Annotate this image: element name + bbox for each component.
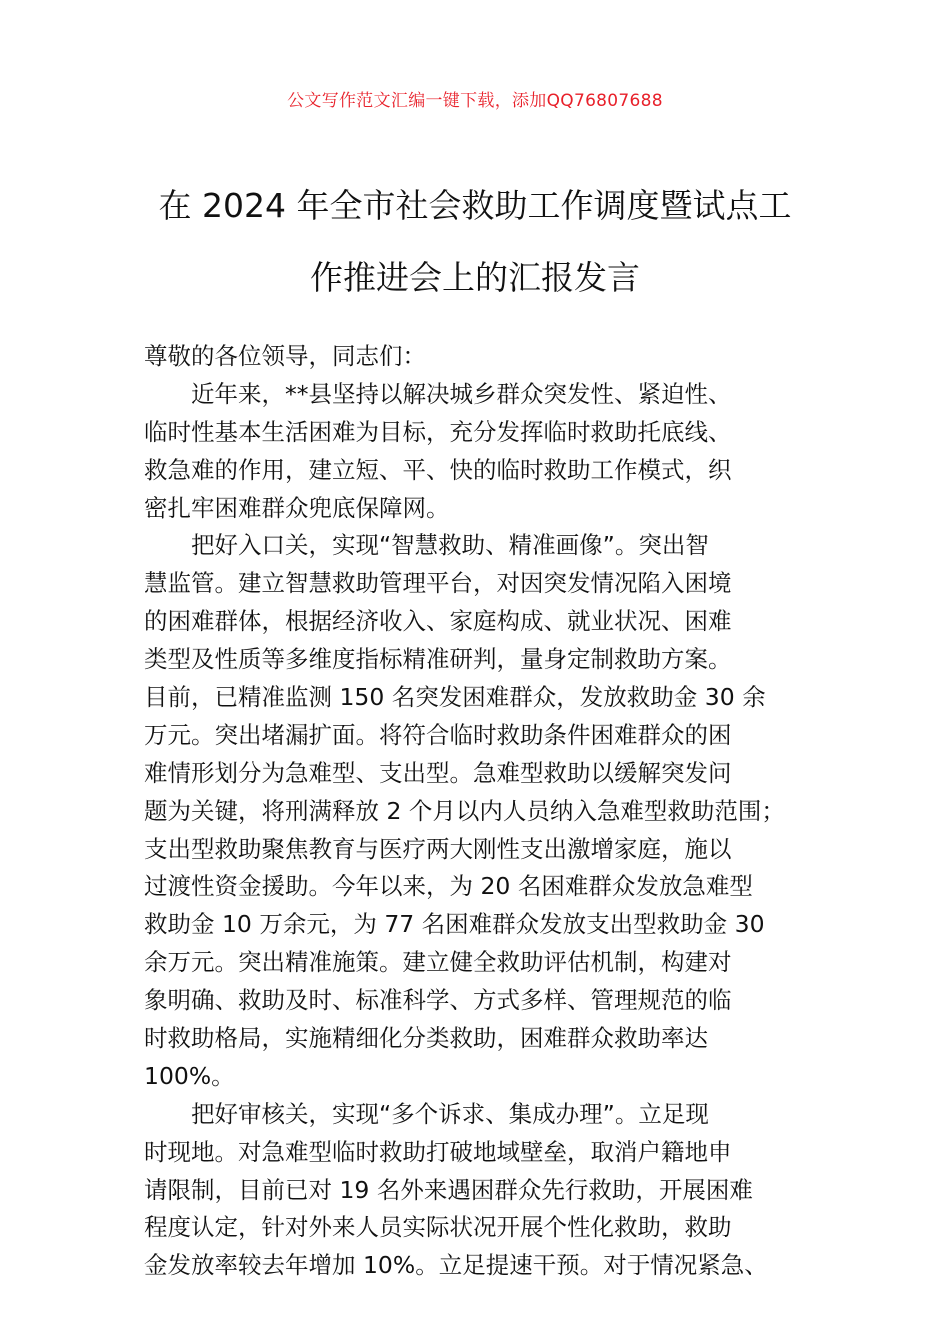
body-line: 象明确、救助及时、标准科学、方式多样、管理规范的临 [144,986,732,1015]
body-line: 救助金 10 万余元，为 77 名困难群众发放支出型救助金 30 [144,910,765,939]
body-line: 程度认定，针对外来人员实际状况开展个性化救助，救助 [144,1213,732,1242]
speech-body [144,338,834,1285]
body-line: 的困难群体，根据经济收入、家庭构成、就业状况、困难 [144,607,732,636]
body-line: 把好审核关，实现“多个诉求、集成办理”。立足现 [191,1099,709,1128]
body-line: 题为关键，将刑满释放 2 个月以内人员纳入急难型救助范围； [144,796,785,825]
document-title [110,170,840,314]
body-line: 时现地。对急难型临时救助打破地域壁垒，取消户籍地申 [144,1137,732,1166]
body-line: 万元。突出堵漏扩面。将符合临时救助条件困难群众的困 [144,720,732,749]
body-line: 类型及性质等多维度指标精准研判，量身定制救助方案。 [144,645,732,674]
body-line: 过渡性资金援助。今年以来，为 20 名困难群众发放急难型 [144,872,753,901]
body-line: 近年来，**县坚持以解决城乡群众突发性、紧迫性、 [191,379,732,408]
body-line: 慧监管。建立智慧救助管理平台，对因突发情况陷入困境 [144,569,732,598]
body-line: 难情形划分为急难型、支出型。急难型救助以缓解突发问 [144,758,732,787]
title-line-1: 在 2024 年全市社会救助工作调度暨试点工 [158,186,792,225]
body-line: 余万元。突出精准施策。建立健全救助评估机制，构建对 [144,948,732,977]
body-line: 救急难的作用，建立短、平、快的临时救助工作模式，织 [144,455,732,484]
title-line-2: 作推进会上的汇报发言 [310,258,640,297]
body-line: 目前，已精准监测 150 名突发困难群众，发放救助金 30 余 [144,683,766,712]
body-line: 把好入口关，实现“智慧救助、精准画像”。突出智 [191,531,709,560]
salutation: 尊敬的各位领导，同志们： [144,342,426,370]
body-line: 金发放率较去年增加 10%。立足提速干预。对于情况紧急、 [144,1251,768,1280]
body-line: 临时性基本生活困难为目标，充分发挥临时救助托底线、 [144,417,732,446]
body-line: 密扎牢困难群众兜底保障网。 [144,493,450,522]
body-line: 时救助格局，实施精细化分类救助，困难群众救助率达 [144,1024,708,1053]
download-banner[interactable]: 公文写作范文汇编一键下载，添加QQ76807688 [287,91,663,111]
body-line: 请限制，目前已对 19 名外来遇困群众先行救助，开展困难 [144,1175,753,1204]
body-line: 支出型救助聚焦教育与医疗两大刚性支出激增家庭，施以 [144,834,732,863]
body-line: 100%。 [144,1061,235,1090]
